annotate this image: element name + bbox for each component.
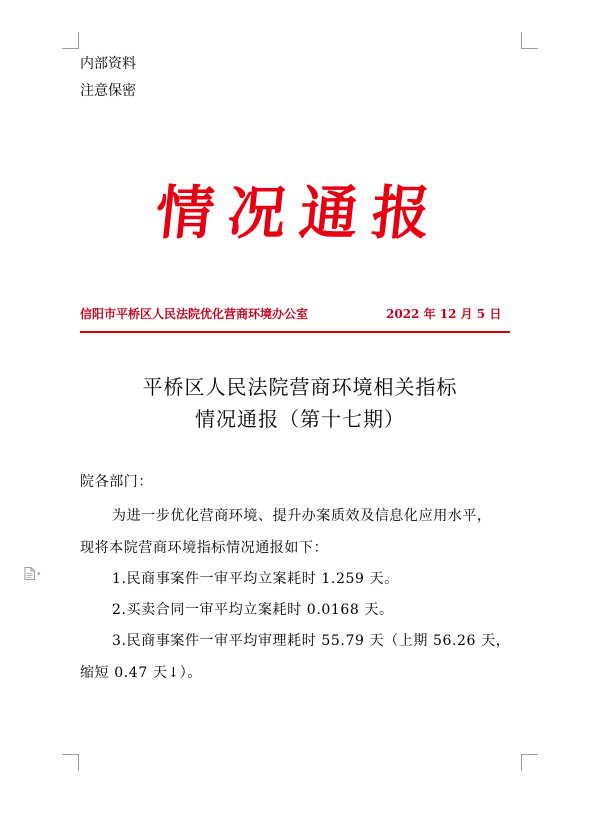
crop-mark-top-left [62, 32, 79, 49]
classification-confidential: 注意保密 [80, 83, 136, 99]
crop-mark-top-right [521, 32, 538, 49]
indicator-item-1: 1.民商事案件一审平均立案耗时 1.259 天。 [112, 571, 399, 587]
red-divider-rule [80, 331, 510, 333]
indicator-item-2: 2.买卖合同一审平均立案耗时 0.0168 天。 [112, 602, 394, 618]
crop-mark-bottom-right [521, 754, 538, 771]
salutation: 院各部门： [80, 474, 153, 490]
document-icon [24, 567, 35, 580]
indicator-item-3-line-2: 缩短 0.47 天↓）。 [80, 665, 203, 681]
intro-line-2: 现将本院营商环境指标情况通报如下： [80, 540, 329, 556]
paragraph-menu-button[interactable] [24, 567, 41, 580]
indicator-item-3-line-1: 3.民商事案件一审平均审理耗时 55.79 天（上期 56.26 天， [112, 633, 511, 649]
classification-internal: 内部资料 [80, 56, 136, 72]
masthead-title: 情况通报 [152, 179, 448, 247]
crop-mark-bottom-left [62, 754, 79, 771]
issue-date: 2022 年 12 月 5 日 [386, 307, 502, 321]
document-title-line-1: 平桥区人民法院营商环境相关指标 [142, 375, 458, 399]
chevron-down-icon: ▾ [37, 569, 41, 578]
document-title-line-2: 情况通报（第十七期） [195, 407, 405, 431]
intro-line-1: 为进一步优化营商环境、提升办案质效及信息化应用水平， [112, 508, 492, 524]
issuer-name: 信阳市平桥区人民法院优化营商环境办公室 [80, 307, 309, 321]
